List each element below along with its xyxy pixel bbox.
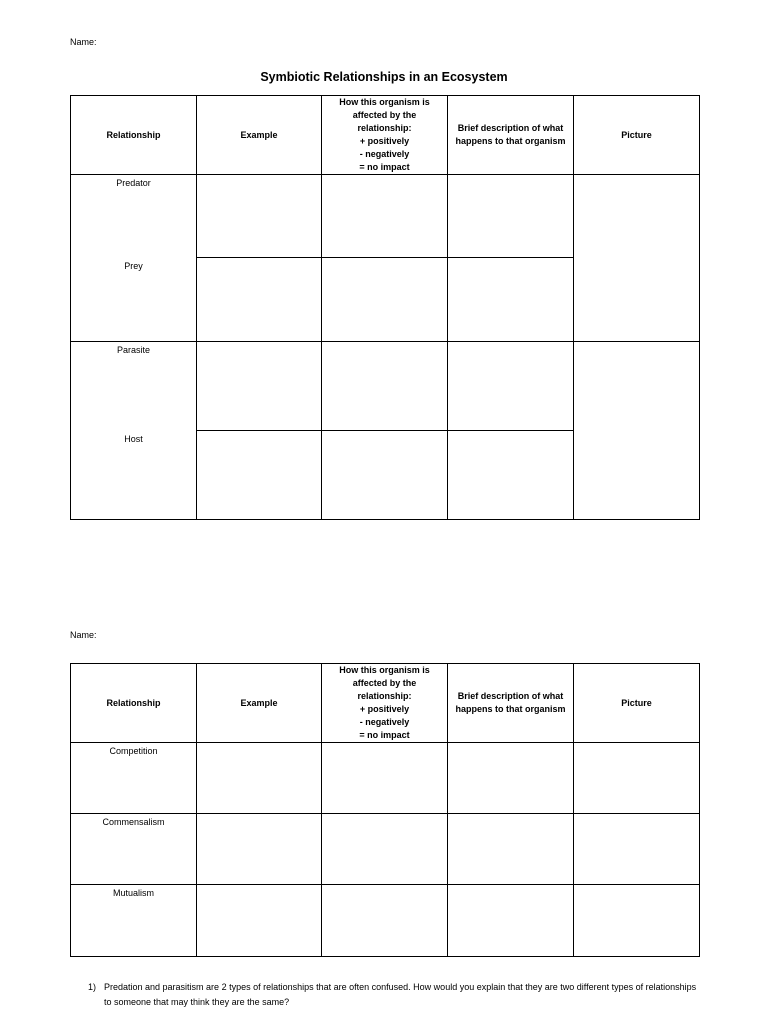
table-header-row [71,664,700,743]
example-cell[interactable] [197,175,322,258]
header-description [448,96,574,175]
header-line: + positively [359,136,410,146]
header-line: + positively [359,704,410,714]
affected-cell[interactable] [322,175,448,258]
row-label: Host [124,434,143,444]
header-description [448,664,574,743]
header-example: Example [197,96,322,175]
header-relationship: Relationship [71,96,197,175]
row-label: Mutualism [71,885,197,957]
table-row [71,814,700,885]
table-row [71,342,700,431]
header-picture: Picture [574,664,700,743]
row-label: Predator [116,178,151,188]
description-cell[interactable] [448,258,574,342]
header-line: relationship: [357,691,412,701]
affected-cell[interactable] [322,258,448,342]
question-number: 1) [88,982,97,992]
header-line: = no impact [359,730,410,740]
header-line: Brief description of what [457,691,564,701]
example-cell[interactable] [197,814,322,885]
question-1 [88,980,698,1010]
description-cell[interactable] [448,743,574,814]
example-cell[interactable] [197,258,322,342]
header-line: affected by the [352,678,417,688]
description-cell[interactable] [448,885,574,957]
description-cell[interactable] [448,814,574,885]
affected-cell[interactable] [322,885,448,957]
header-line: = no impact [359,162,410,172]
header-line: relationship: [357,123,412,133]
header-line: How this organism is [339,97,430,107]
description-cell[interactable] [448,175,574,258]
picture-cell[interactable] [574,885,700,957]
description-cell[interactable] [448,342,574,431]
name-label: Name: [70,630,97,640]
row-label: Parasite [116,345,151,355]
header-line: - negatively [359,717,410,727]
question-text: Predation and parasitism are 2 types of relationships that are often confused. How would you explain that they are two different types of relationships to someone that may think they are the same? [104,982,697,1007]
example-cell[interactable] [197,885,322,957]
row-label-parasite-host [71,342,197,520]
picture-cell[interactable] [574,814,700,885]
affected-cell[interactable] [322,814,448,885]
example-cell[interactable] [197,342,322,431]
header-affected [322,96,448,175]
example-cell[interactable] [197,743,322,814]
description-cell[interactable] [448,431,574,520]
name-label: Name: [70,37,97,47]
symbiosis-table-2 [70,663,700,957]
affected-cell[interactable] [322,342,448,431]
header-line: How this organism is [339,665,430,675]
picture-cell[interactable] [574,175,700,342]
table-row [71,743,700,814]
table-row [71,175,700,258]
header-line: happens to that organism [455,704,566,714]
table-header-row [71,96,700,175]
worksheet-title: Symbiotic Relationships in an Ecosystem [260,70,508,84]
row-label: Commensalism [71,814,197,885]
header-line: - negatively [359,149,410,159]
picture-cell[interactable] [574,342,700,520]
affected-cell[interactable] [322,431,448,520]
row-label: Competition [71,743,197,814]
picture-cell[interactable] [574,743,700,814]
row-label-predator-prey [71,175,197,342]
header-affected [322,664,448,743]
header-example: Example [197,664,322,743]
example-cell[interactable] [197,431,322,520]
table-row [71,885,700,957]
header-line: affected by the [352,110,417,120]
symbiosis-table-1 [70,95,700,520]
header-picture: Picture [574,96,700,175]
header-line: happens to that organism [455,136,566,146]
header-line: Brief description of what [457,123,564,133]
row-label: Prey [124,261,143,271]
header-relationship: Relationship [71,664,197,743]
affected-cell[interactable] [322,743,448,814]
